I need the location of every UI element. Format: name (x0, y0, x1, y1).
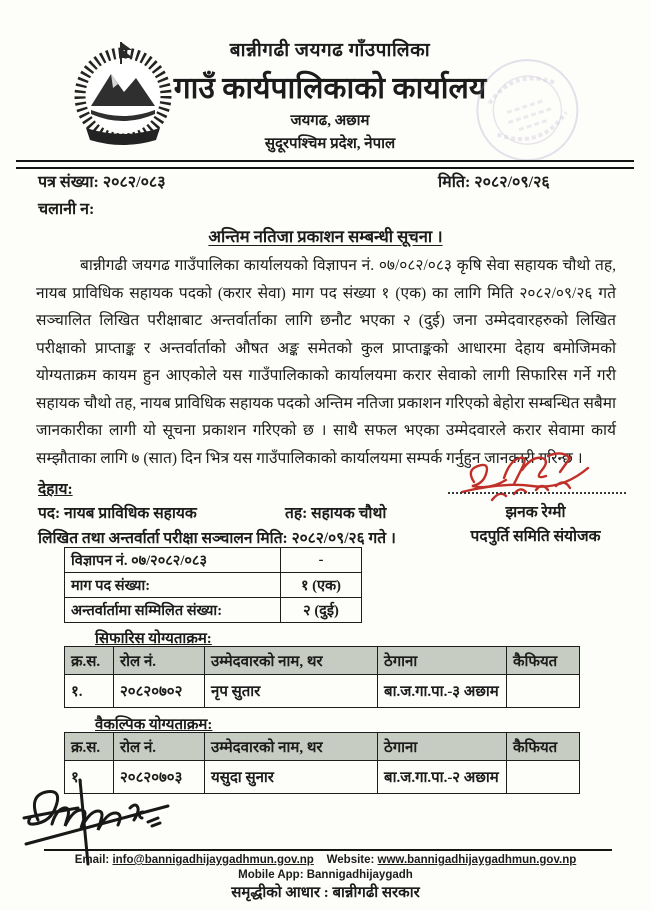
dispatch-number: चलानी न: (38, 201, 95, 218)
col-remarks: कैफियत (507, 733, 580, 761)
notice-body: बान्नीगढी जयगढ गाउँपालिका कार्यालयको विज्ञापन नं. ०७/०८२/०८३ कृषि सेवा सहायक चौथो तह, नायब प्राविधिक सहायक पदको (करार सेवा) माग पद संख्या १ (एक) का लागि मिति २०८२/०९/२६ गते सञ्चालित लिखित परीक्षाबाट अन्तर्वार्ताका लागि छनौट भएका २ (दुई) जना उम्मेदवारहरुको लिखित परीक्षाको प्राप्ताङ्क र अन्तर्वार्ताको औषत अङ्क समेतको कुल प्राप्ताङ्कको आधारमा देहाय बमोजिमको योग्यताक्रम कायम हुन आएकोले यस गाउँपालिकाको कार्यालयमा करार सेवाको लागी सिफारिस गर्ने गरी सहायक चौथो तह, नायब प्राविधिक सहायक पदको अन्तिम नतिजा प्रकाशन गरिएको बेहोरा सम्बन्धित सबैमा जानकारीका लागी यो सूचना प्रकाशन गरिएको छ । साथै सफल भएका उम्मेदवारले करार सेवामा कार्य सम्झौताका लागि ७ (सात) दिन भित्र यस गाउँपालिकाको कार्यालयमा सम्पर्क गर्नुहुन जानकारी गरिन्छ । (36, 257, 616, 468)
handwritten-signature-icon (18, 778, 188, 866)
recommended-merit-table (64, 646, 580, 708)
website-label: Website: (326, 854, 375, 866)
cell-sn: १. (65, 675, 114, 708)
col-address: ठेगाना (378, 647, 507, 675)
signatory-name: झनक रेग्मी (505, 504, 566, 521)
col-name: उम्मेदवारको नाम, थर (205, 733, 378, 761)
letter-date: मिति: २०८२/०९/२६ (438, 174, 550, 191)
alternative-list-heading: वैकल्पिक योग्यताक्रम: (95, 717, 213, 733)
letter-number: पत्र संख्या: २०८२/०८३ (38, 174, 166, 191)
col-address: ठेगाना (378, 733, 507, 761)
signatory-title: पदपुर्ति समिति संयोजक (470, 528, 601, 545)
address-line-1: जयगढ, अछाम (290, 113, 370, 129)
cell-sn: १. (65, 761, 114, 794)
office-name: गाउँ कार्यपालिकाको कार्यालय (173, 72, 487, 105)
position-line: पद: नायब प्राविधिक सहायक (38, 505, 197, 522)
summary-value: २ (दुई) (281, 598, 362, 623)
summary-value: १ (एक) (281, 573, 362, 598)
cell-roll: २०८२०७०३ (114, 761, 205, 794)
cell-address: बा.ज.गा.पा.-२ अछाम (378, 761, 507, 794)
level-line: तह: सहायक चौथो (285, 505, 387, 522)
cell-address: बा.ज.गा.पा.-३ अछाम (378, 675, 507, 708)
website-address: www.bannigadhijaygadhmun.gov.np (377, 854, 577, 866)
cell-name: नृप सुतार (205, 675, 378, 708)
col-roll: रोल नं. (114, 733, 205, 761)
summary-label: अन्तर्वार्तामा सम्मिलित संख्या: (65, 598, 281, 623)
recommended-list-heading: सिफारिस योग्यताक्रम: (95, 631, 212, 647)
table-row (65, 548, 362, 573)
table-header-row (65, 733, 580, 761)
municipality-name: बान्नीगढी जयगढ गाँउपालिका (229, 40, 431, 61)
col-sn: क्र.स. (65, 733, 114, 761)
details-heading: देहाय: (38, 481, 73, 498)
email-label: Email: (74, 854, 110, 866)
table-row (65, 573, 362, 598)
cell-remarks (507, 761, 580, 794)
header-divider (16, 160, 634, 169)
email-address: info@bannigadhijaygadhmun.gov.np (112, 854, 314, 866)
cell-roll: २०८२०७०२ (114, 675, 205, 708)
notice-title: अन्तिम नतिजा प्रकाशन सम्बन्धी सूचना । (208, 227, 443, 246)
cell-name: यसुदा सुनार (205, 761, 378, 794)
footer-slogan: समृद्धीको आधार : बान्नीगढी सरकार (231, 885, 420, 901)
col-sn: क्र.स. (65, 647, 114, 675)
summary-label: माग पद संख्या: (65, 573, 281, 598)
col-name: उम्मेदवारको नाम, थर (205, 647, 378, 675)
address-line-2: सुदूरपश्चिम प्रदेश, नेपाल (264, 136, 396, 152)
col-roll: रोल नं. (114, 647, 205, 675)
signature-dotted-line (448, 492, 626, 494)
red-ink-signature-icon (452, 448, 624, 506)
table-header-row (65, 647, 580, 675)
summary-value: - (281, 548, 362, 573)
col-remarks: कैफियत (507, 647, 580, 675)
office-stamp-icon (448, 52, 610, 170)
summary-label: विज्ञापन नं. ०७/२०८२/०८३ (65, 548, 281, 573)
table-row (65, 675, 580, 708)
table-row (65, 598, 362, 623)
vacancy-summary-table (64, 547, 362, 623)
footer-mobile-app: Mobile App: Bannigadhijaygadh (238, 869, 413, 881)
cell-remarks (507, 675, 580, 708)
exam-date-line: लिखित तथा अन्तर्वार्ता परीक्षा सञ्चालन मिति: २०८२/०९/२६ गते । (38, 530, 396, 547)
